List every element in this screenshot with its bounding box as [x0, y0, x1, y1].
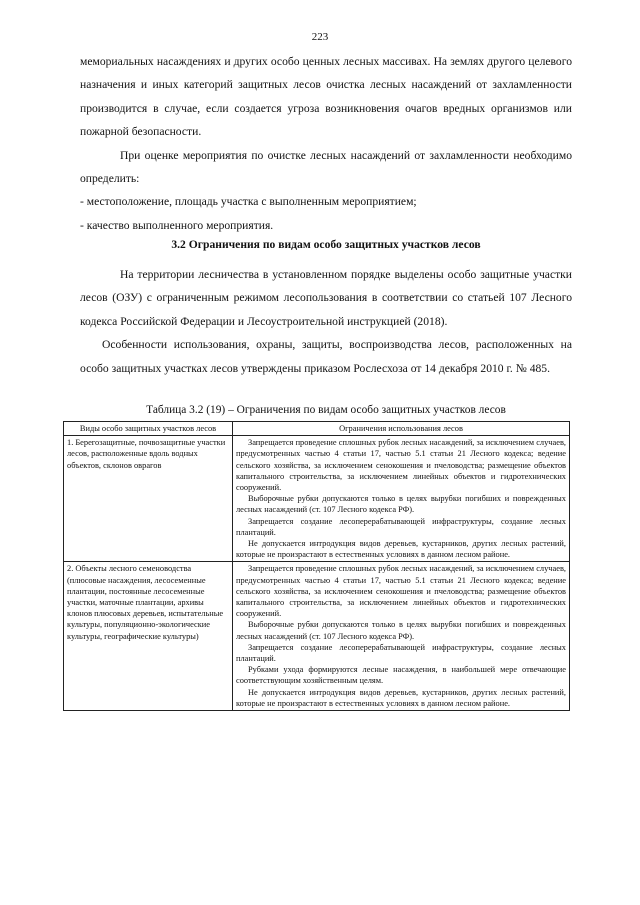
table-cell-restrictions	[233, 436, 570, 562]
bullet-item: - местоположение, площадь участка с выполненным мероприятием;	[80, 195, 417, 209]
continuation-paragraph: мемориальных насаждениях и других особо ценных лесных массивах. На землях другого целевого назначения и иных категорий защитных лесов очистка лесных насаждений от захламленности производится в случае, если создается угроза возникновения очагов вредных организмов или пожарной безопасности.	[80, 55, 572, 139]
section-heading: 3.2 Ограничения по видам особо защитных участков лесов	[171, 238, 481, 251]
table-cell-type: 2. Объекты лесного семеноводства (плюсовые насаждения, лесосеменные плантации, постоянные лесосеменные участки, маточные плантации, архивы клонов плюсовых деревьев, испытательные культуры, популяционно-экологические культуры, географические культуры)	[64, 562, 233, 711]
header-cell-restrictions: Ограничения использования лесов	[233, 422, 570, 436]
header-cell-type: Виды особо защитных участков лесов	[64, 422, 233, 436]
table-cell-type: 1. Берегозащитные, почвозащитные участки лесов, расположенные вдоль водных объектов, склонов оврагов	[64, 436, 233, 562]
section-text-block	[80, 263, 572, 380]
restriction-paragraph: Выборочные рубки допускаются только в целях вырубки погибших и поврежденных лесных насаждений (ст. 107 Лесного кодекса РФ).	[236, 494, 566, 515]
section-paragraph: На территории лесничества в установленном порядке выделены особо защитные участки лесов (ОЗУ) с ограниченным режимом лесопользования в соответствии со статьей 107 Лесного кодекса Российской Федерации и Лесоустроительной инструкцией (2018).	[80, 268, 572, 328]
restrictions-table	[63, 421, 570, 711]
assessment-paragraph: При оценке мероприятия по очистке лесных насаждений от захламленности необходимо определить:	[80, 148, 572, 186]
table-row	[64, 436, 570, 562]
table-caption: Таблица 3.2 (19) – Ограничения по видам особо защитных участков лесов	[146, 404, 506, 416]
table-row	[64, 562, 570, 711]
restriction-paragraph: Запрещается создание лесоперерабатывающей инфраструктуры, создание лесных плантаций.	[236, 642, 566, 664]
table-header-row	[64, 422, 570, 436]
restriction-paragraph: Запрещается проведение сплошных рубок лесных насаждений, за исключением случаев, предусмотренных частью 4 статьи 17, частью 5.1 статьи 21 Лесного кодекса; ведение сельского хозяйства, за исключением сенокошения и пчеловодства; размещение объектов капитального строительства, за исключением линейных объектов и гидротехнических сооружений.	[236, 564, 566, 619]
restriction-paragraph: Не допускается интродукция видов деревьев, кустарников, других лесных растений, которые не произрастают в естественных условиях в данном лесном районе.	[236, 539, 566, 560]
restriction-paragraph: Не допускается интродукция видов деревьев, кустарников, других лесных растений, которые не произрастают в естественных условиях в данном лесном районе.	[236, 687, 566, 708]
top-text-block	[80, 50, 572, 237]
restriction-paragraph: Рубками ухода формируются лесные насаждения, в наибольшей мере отвечающие соответствующим хозяйственным целям.	[236, 665, 566, 686]
restriction-paragraph: Выборочные рубки допускаются только в целях вырубки погибших и поврежденных лесных насаждений (ст. 107 Лесного кодекса РФ).	[236, 620, 566, 641]
table-cell-restrictions	[233, 562, 570, 711]
restriction-paragraph: Запрещается создание лесоперерабатывающей инфраструктуры, создание лесных плантаций.	[236, 516, 566, 537]
section-paragraph: Особенности использования, охраны, защиты, воспроизводства лесов, расположенных на особо защитных участках лесов утверждены приказом Рослесхоза от 14 декабря 2010 г. № 485.	[80, 338, 572, 375]
restriction-paragraph: Запрещается проведение сплошных рубок лесных насаждений, за исключением случаев, предусмотренных частью 4 статьи 17, частью 5.1 статьи 21 Лесного кодекса; ведение сельского хозяйства, за исключением сенокошения и пчеловодства; размещение объектов капитального строительства, за исключением линейных объектов и гидротехнических сооружений.	[236, 438, 566, 493]
page-number: 223	[311, 31, 329, 43]
bullet-item: - качество выполненного мероприятия.	[80, 218, 274, 232]
